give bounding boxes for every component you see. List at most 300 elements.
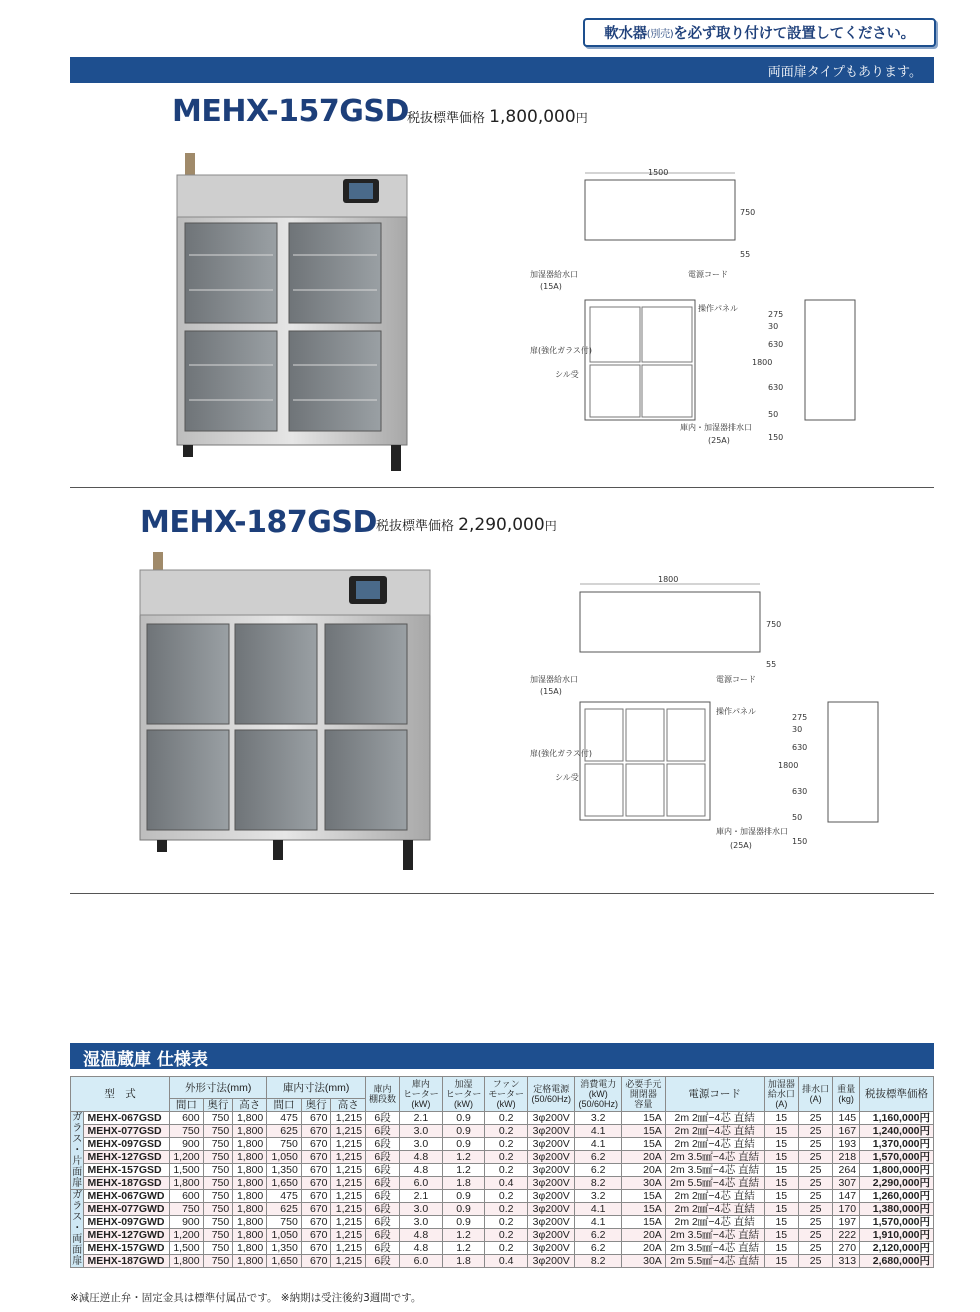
- table-cell: 25: [799, 1203, 833, 1216]
- group-label: [71, 1112, 84, 1190]
- top-banner: 両面扉タイプもあります。: [70, 57, 934, 83]
- label-drain: 庫内・加湿器排水口: [716, 827, 788, 836]
- table-cell: 6段: [366, 1112, 400, 1125]
- dim-275: 275: [768, 310, 784, 319]
- table-cell: 1,200: [170, 1229, 203, 1242]
- table-cell: 1,800: [233, 1216, 267, 1229]
- table-cell: 0.2: [485, 1112, 528, 1125]
- table-cell: 1,350: [267, 1242, 302, 1255]
- table-cell: 6段: [366, 1177, 400, 1190]
- label-drain-size: (25A): [708, 436, 730, 445]
- label-inlet-size: (15A): [540, 687, 562, 696]
- th-cord: 電源コード: [665, 1077, 764, 1112]
- table-cell: 8.2: [575, 1255, 622, 1268]
- table-cell: 1,800: [233, 1255, 267, 1268]
- table-cell: 750: [170, 1203, 203, 1216]
- product-1-drawing: [530, 165, 870, 455]
- table-cell: 3φ200V: [527, 1190, 574, 1203]
- label-cord: 電源コード: [688, 270, 728, 279]
- table-cell: 15A: [621, 1138, 665, 1151]
- table-cell: 1,215: [331, 1190, 366, 1203]
- table-cell: 25: [799, 1255, 833, 1268]
- th-weight: 重量 (kg): [833, 1077, 860, 1112]
- table-cell: 670: [301, 1255, 331, 1268]
- table-cell: 1,215: [331, 1255, 366, 1268]
- group-label-char: ラ: [72, 1123, 83, 1134]
- dim-275: 275: [792, 713, 808, 722]
- table-cell: 20A: [621, 1229, 665, 1242]
- table-cell: 0.9: [442, 1190, 485, 1203]
- table-cell: 0.9: [442, 1216, 485, 1229]
- th-sub: 奥行: [301, 1099, 331, 1112]
- table-cell: 1,650: [267, 1177, 302, 1190]
- notice-post: を必ず取り付けて設置してください。: [673, 26, 915, 42]
- table-cell: 1,800: [170, 1177, 203, 1190]
- table-cell: 1,800: [233, 1151, 267, 1164]
- product-2-photo: [135, 552, 440, 877]
- th-sub: 奥行: [203, 1099, 233, 1112]
- table-row: [71, 1164, 934, 1177]
- dim-width: 1500: [648, 168, 669, 177]
- table-cell: 625: [267, 1203, 302, 1216]
- table-cell: 1,215: [331, 1177, 366, 1190]
- th-sub: 高さ: [331, 1099, 366, 1112]
- table-row: [71, 1125, 934, 1138]
- th-inlet: 加湿器 給水口 (A): [764, 1077, 799, 1112]
- dim-630a: 630: [768, 340, 784, 349]
- table-cell: 750: [170, 1125, 203, 1138]
- divider-2: [70, 893, 934, 894]
- table-cell: 3φ200V: [527, 1203, 574, 1216]
- cell-model: MEHX-077GSD: [84, 1125, 170, 1138]
- dim-width: 1800: [658, 575, 679, 584]
- table-cell: 1,215: [331, 1138, 366, 1151]
- label-inlet: 加湿器給水口: [530, 270, 578, 279]
- th-power: 定格電源 (50/60Hz): [527, 1077, 574, 1112]
- table-cell: 20A: [621, 1164, 665, 1177]
- table-cell: 15A: [621, 1216, 665, 1229]
- price-value: 1,800,000: [489, 107, 576, 127]
- table-cell: 6段: [366, 1164, 400, 1177]
- table-cell: 750: [267, 1216, 302, 1229]
- table-cell: 1,215: [331, 1125, 366, 1138]
- table-cell: 670: [301, 1164, 331, 1177]
- cell-model: MEHX-067GSD: [84, 1112, 170, 1125]
- label-shelf: シル受: [555, 370, 579, 379]
- table-cell: 8.2: [575, 1177, 622, 1190]
- table-cell: 670: [301, 1242, 331, 1255]
- table-cell: 167: [833, 1125, 860, 1138]
- table-cell: 0.9: [442, 1203, 485, 1216]
- table-cell: 1,240,000円: [860, 1125, 934, 1138]
- cell-model: MEHX-157GWD: [84, 1242, 170, 1255]
- table-cell: 1,215: [331, 1151, 366, 1164]
- price-yen: 円: [575, 111, 588, 125]
- table-cell: 2,120,000円: [860, 1242, 934, 1255]
- table-cell: 3.2: [575, 1112, 622, 1125]
- table-cell: 2m 5.5㎟−4芯 直結: [665, 1177, 764, 1190]
- label-panel: 操作パネル: [716, 707, 756, 716]
- th-model: 型 式: [71, 1077, 170, 1112]
- table-cell: 1,570,000円: [860, 1216, 934, 1229]
- table-row: [71, 1112, 934, 1125]
- label-drain: 庫内・加湿器排水口: [680, 423, 752, 432]
- group-label-char: 片: [72, 1156, 83, 1167]
- table-cell: 1,215: [331, 1216, 366, 1229]
- dim-630a: 630: [792, 743, 808, 752]
- table-cell: 25: [799, 1125, 833, 1138]
- table-cell: 15: [764, 1177, 799, 1190]
- table-cell: 3.0: [400, 1125, 443, 1138]
- th-consumption: 消費電力 (kW) (50/60Hz): [575, 1077, 622, 1112]
- dim-50: 50: [792, 813, 803, 822]
- table-cell: 2m 2㎟−4芯 直結: [665, 1112, 764, 1125]
- table-cell: 625: [267, 1125, 302, 1138]
- table-cell: 25: [799, 1177, 833, 1190]
- table-cell: 0.2: [485, 1164, 528, 1177]
- product-2-drawing: [530, 572, 890, 862]
- label-shelf: シル受: [555, 773, 579, 782]
- th-sub: 高さ: [233, 1099, 267, 1112]
- group-label-char: 扉: [72, 1256, 83, 1267]
- table-cell: 2m 2㎟−4芯 直結: [665, 1138, 764, 1151]
- table-cell: 6段: [366, 1125, 400, 1138]
- table-cell: 3φ200V: [527, 1242, 574, 1255]
- table-cell: 3φ200V: [527, 1151, 574, 1164]
- table-row: [71, 1138, 934, 1151]
- label-door: 扉(強化ガラス付): [530, 346, 593, 355]
- table-cell: 0.4: [485, 1177, 528, 1190]
- table-cell: 750: [203, 1203, 233, 1216]
- table-cell: 3.2: [575, 1190, 622, 1203]
- th-inner: 庫内寸法(mm): [267, 1077, 366, 1099]
- table-cell: 1,215: [331, 1242, 366, 1255]
- table-cell: 2m 5.5㎟−4芯 直結: [665, 1255, 764, 1268]
- dim-30: 30: [792, 725, 803, 734]
- table-cell: 25: [799, 1229, 833, 1242]
- table-cell: 2m 3.5㎟−4芯 直結: [665, 1164, 764, 1177]
- table-cell: 0.9: [442, 1125, 485, 1138]
- spec-table: [70, 1076, 934, 1268]
- table-cell: 1,370,000円: [860, 1138, 934, 1151]
- table-row: [71, 1255, 934, 1268]
- cell-model: MEHX-187GSD: [84, 1177, 170, 1190]
- table-cell: 30A: [621, 1177, 665, 1190]
- table-cell: 15: [764, 1229, 799, 1242]
- table-row: [71, 1151, 934, 1164]
- table-cell: 15A: [621, 1203, 665, 1216]
- table-cell: 193: [833, 1138, 860, 1151]
- table-cell: 1,215: [331, 1229, 366, 1242]
- table-cell: 2.1: [400, 1190, 443, 1203]
- table-cell: 750: [203, 1151, 233, 1164]
- table-cell: 30A: [621, 1255, 665, 1268]
- table-cell: 670: [301, 1229, 331, 1242]
- price-label: 税抜標準価格: [407, 111, 486, 126]
- group-label-char: ラ: [72, 1201, 83, 1212]
- table-cell: 750: [203, 1164, 233, 1177]
- th-sub: 間口: [170, 1099, 203, 1112]
- dim-55: 55: [766, 660, 777, 669]
- table-cell: 1,200: [170, 1151, 203, 1164]
- cell-model: MEHX-067GWD: [84, 1190, 170, 1203]
- table-cell: 2m 2㎟−4芯 直結: [665, 1216, 764, 1229]
- table-cell: 15: [764, 1112, 799, 1125]
- table-cell: 1,380,000円: [860, 1203, 934, 1216]
- th-price: 税抜標準価格: [860, 1077, 934, 1112]
- dim-150: 150: [768, 433, 784, 442]
- product-1-model: MEHX-157GSD: [172, 94, 409, 129]
- product-2-model: MEHX-187GSD: [140, 505, 377, 540]
- table-cell: 2m 3.5㎟−4芯 直結: [665, 1242, 764, 1255]
- table-cell: 3.0: [400, 1203, 443, 1216]
- table-cell: 15A: [621, 1112, 665, 1125]
- table-cell: 900: [170, 1138, 203, 1151]
- table-cell: 25: [799, 1138, 833, 1151]
- table-cell: 3.0: [400, 1138, 443, 1151]
- label-cord: 電源コード: [716, 675, 756, 684]
- th-sub: 間口: [267, 1099, 302, 1112]
- table-cell: 15: [764, 1255, 799, 1268]
- cell-model: MEHX-187GWD: [84, 1255, 170, 1268]
- table-cell: 750: [203, 1177, 233, 1190]
- product-1-price: [407, 107, 588, 127]
- table-cell: 0.2: [485, 1229, 528, 1242]
- table-cell: 313: [833, 1255, 860, 1268]
- table-cell: 3φ200V: [527, 1164, 574, 1177]
- dim-50: 50: [768, 410, 779, 419]
- table-cell: 4.1: [575, 1216, 622, 1229]
- table-cell: 2m 2㎟−4芯 直結: [665, 1190, 764, 1203]
- table-cell: 750: [203, 1216, 233, 1229]
- table-cell: 4.1: [575, 1203, 622, 1216]
- table-cell: 750: [267, 1138, 302, 1151]
- label-drain-size: (25A): [730, 841, 752, 850]
- table-cell: 670: [301, 1177, 331, 1190]
- dim-depth: 750: [740, 208, 756, 217]
- dim-55: 55: [740, 250, 751, 259]
- table-cell: 25: [799, 1164, 833, 1177]
- table-cell: 197: [833, 1216, 860, 1229]
- group-label-char: ガ: [72, 1190, 83, 1201]
- table-cell: 2.1: [400, 1112, 443, 1125]
- table-cell: 15: [764, 1216, 799, 1229]
- table-cell: 3φ200V: [527, 1112, 574, 1125]
- table-cell: 3φ200V: [527, 1138, 574, 1151]
- table-cell: 6.0: [400, 1177, 443, 1190]
- table-cell: 0.9: [442, 1112, 485, 1125]
- th-heater-in: 庫内 ヒーター (kW): [400, 1077, 443, 1112]
- table-cell: 3φ200V: [527, 1229, 574, 1242]
- table-cell: 900: [170, 1216, 203, 1229]
- table-cell: 170: [833, 1203, 860, 1216]
- table-cell: 15: [764, 1125, 799, 1138]
- table-cell: 2m 2㎟−4芯 直結: [665, 1125, 764, 1138]
- cell-model: MEHX-077GWD: [84, 1203, 170, 1216]
- table-cell: 3φ200V: [527, 1125, 574, 1138]
- table-cell: 1.2: [442, 1242, 485, 1255]
- table-cell: 1,800: [233, 1177, 267, 1190]
- table-cell: 20A: [621, 1242, 665, 1255]
- table-cell: 264: [833, 1164, 860, 1177]
- table-cell: 6段: [366, 1255, 400, 1268]
- table-cell: 25: [799, 1151, 833, 1164]
- table-cell: 147: [833, 1190, 860, 1203]
- table-cell: 6.0: [400, 1255, 443, 1268]
- table-cell: 3φ200V: [527, 1216, 574, 1229]
- table-cell: 6段: [366, 1151, 400, 1164]
- group-label-char: 扉: [72, 1178, 83, 1189]
- table-cell: 670: [301, 1138, 331, 1151]
- group-label-char: ス: [72, 1134, 83, 1145]
- table-cell: 1,215: [331, 1203, 366, 1216]
- table-cell: 600: [170, 1190, 203, 1203]
- table-cell: 750: [203, 1112, 233, 1125]
- table-cell: 15: [764, 1203, 799, 1216]
- table-cell: 3φ200V: [527, 1255, 574, 1268]
- price-label: 税抜標準価格: [376, 519, 455, 534]
- table-cell: 25: [799, 1216, 833, 1229]
- group-label-char: 面: [72, 1245, 83, 1256]
- table-cell: 3φ200V: [527, 1177, 574, 1190]
- table-cell: 0.2: [485, 1216, 528, 1229]
- cell-model: MEHX-097GSD: [84, 1138, 170, 1151]
- th-breaker: 必要手元 開閉器 容量: [621, 1077, 665, 1112]
- table-cell: 6.2: [575, 1242, 622, 1255]
- table-cell: 218: [833, 1151, 860, 1164]
- table-cell: 1,570,000円: [860, 1151, 934, 1164]
- table-cell: 6.2: [575, 1229, 622, 1242]
- table-cell: 15A: [621, 1190, 665, 1203]
- table-row: [71, 1203, 934, 1216]
- product-2-price: [376, 515, 557, 535]
- table-cell: 1,050: [267, 1151, 302, 1164]
- notice-paren: (別売): [646, 29, 674, 40]
- th-drain: 排水口 (A): [799, 1077, 833, 1112]
- table-cell: 1.8: [442, 1177, 485, 1190]
- table-cell: 222: [833, 1229, 860, 1242]
- table-cell: 3.0: [400, 1216, 443, 1229]
- table-cell: 1,800: [170, 1255, 203, 1268]
- group-label-char: ・: [72, 1223, 83, 1234]
- product-1-photo: [165, 145, 430, 475]
- table-cell: 0.2: [485, 1138, 528, 1151]
- table-cell: 0.2: [485, 1242, 528, 1255]
- table-cell: 475: [267, 1112, 302, 1125]
- table-cell: 0.9: [442, 1138, 485, 1151]
- table-cell: 307: [833, 1177, 860, 1190]
- table-cell: 1,910,000円: [860, 1229, 934, 1242]
- table-cell: 1,050: [267, 1229, 302, 1242]
- table-cell: 1,800: [233, 1229, 267, 1242]
- dim-30: 30: [768, 322, 779, 331]
- footnote: ※減圧逆止弁・固定金具は標準付属品です。 ※納期は受注後約3週間です。: [70, 1292, 422, 1304]
- table-cell: 25: [799, 1242, 833, 1255]
- table-cell: 0.2: [485, 1151, 528, 1164]
- table-cell: 1,800: [233, 1112, 267, 1125]
- table-cell: 4.8: [400, 1229, 443, 1242]
- cell-model: MEHX-127GSD: [84, 1151, 170, 1164]
- table-cell: 1.2: [442, 1151, 485, 1164]
- notice-pre: 軟水器: [604, 26, 647, 42]
- table-row: [71, 1229, 934, 1242]
- table-cell: 1.2: [442, 1164, 485, 1177]
- label-inlet: 加湿器給水口: [530, 675, 578, 684]
- spec-title: 湿温蔵庫 仕様表: [70, 1043, 934, 1069]
- table-cell: 20A: [621, 1151, 665, 1164]
- table-cell: 15: [764, 1151, 799, 1164]
- table-cell: 670: [301, 1216, 331, 1229]
- table-cell: 1,215: [331, 1112, 366, 1125]
- table-cell: 6.2: [575, 1151, 622, 1164]
- table-cell: 15: [764, 1190, 799, 1203]
- table-cell: 0.2: [485, 1203, 528, 1216]
- table-cell: 670: [301, 1190, 331, 1203]
- table-cell: 4.8: [400, 1164, 443, 1177]
- table-row: [71, 1242, 934, 1255]
- th-shelves: 庫内 棚段数: [366, 1077, 400, 1112]
- table-cell: 670: [301, 1203, 331, 1216]
- table-cell: 0.4: [485, 1255, 528, 1268]
- table-cell: 670: [301, 1151, 331, 1164]
- table-cell: 1.8: [442, 1255, 485, 1268]
- table-cell: 1,800: [233, 1125, 267, 1138]
- th-fan: ファン モーター (kW): [485, 1077, 528, 1112]
- th-outer: 外形寸法(mm): [170, 1077, 267, 1099]
- dim-630b: 630: [768, 383, 784, 392]
- group-label-char: 面: [72, 1167, 83, 1178]
- table-row: [71, 1190, 934, 1203]
- table-cell: 6.2: [575, 1164, 622, 1177]
- table-cell: 1,160,000円: [860, 1112, 934, 1125]
- table-cell: 1,800: [233, 1164, 267, 1177]
- table-cell: 6段: [366, 1190, 400, 1203]
- table-cell: 750: [203, 1190, 233, 1203]
- label-door: 扉(強化ガラス付): [530, 749, 593, 758]
- table-cell: 1,800: [233, 1138, 267, 1151]
- table-cell: 25: [799, 1190, 833, 1203]
- table-cell: 750: [203, 1138, 233, 1151]
- table-cell: 2m 3.5㎟−4芯 直結: [665, 1229, 764, 1242]
- table-cell: 4.8: [400, 1151, 443, 1164]
- table-cell: 6段: [366, 1138, 400, 1151]
- table-cell: 4.8: [400, 1242, 443, 1255]
- dim-height: 1800: [778, 761, 799, 770]
- table-cell: 1,260,000円: [860, 1190, 934, 1203]
- table-cell: 6段: [366, 1229, 400, 1242]
- price-yen: 円: [544, 519, 557, 533]
- table-cell: 1,800: [233, 1203, 267, 1216]
- table-cell: 1,650: [267, 1255, 302, 1268]
- cell-model: MEHX-127GWD: [84, 1229, 170, 1242]
- table-cell: 2m 3.5㎟−4芯 直結: [665, 1151, 764, 1164]
- group-label-char: ス: [72, 1212, 83, 1223]
- dim-150: 150: [792, 837, 808, 846]
- group-label-char: ガ: [72, 1112, 83, 1123]
- table-cell: 600: [170, 1112, 203, 1125]
- table-cell: 0.2: [485, 1190, 528, 1203]
- table-cell: 1,500: [170, 1242, 203, 1255]
- table-cell: 475: [267, 1190, 302, 1203]
- spec-body: [71, 1112, 934, 1268]
- table-cell: 750: [203, 1229, 233, 1242]
- table-cell: 25: [799, 1112, 833, 1125]
- cell-model: MEHX-157GSD: [84, 1164, 170, 1177]
- label-inlet-size: (15A): [540, 282, 562, 291]
- dim-630b: 630: [792, 787, 808, 796]
- price-value: 2,290,000: [458, 515, 545, 535]
- divider-1: [70, 487, 934, 488]
